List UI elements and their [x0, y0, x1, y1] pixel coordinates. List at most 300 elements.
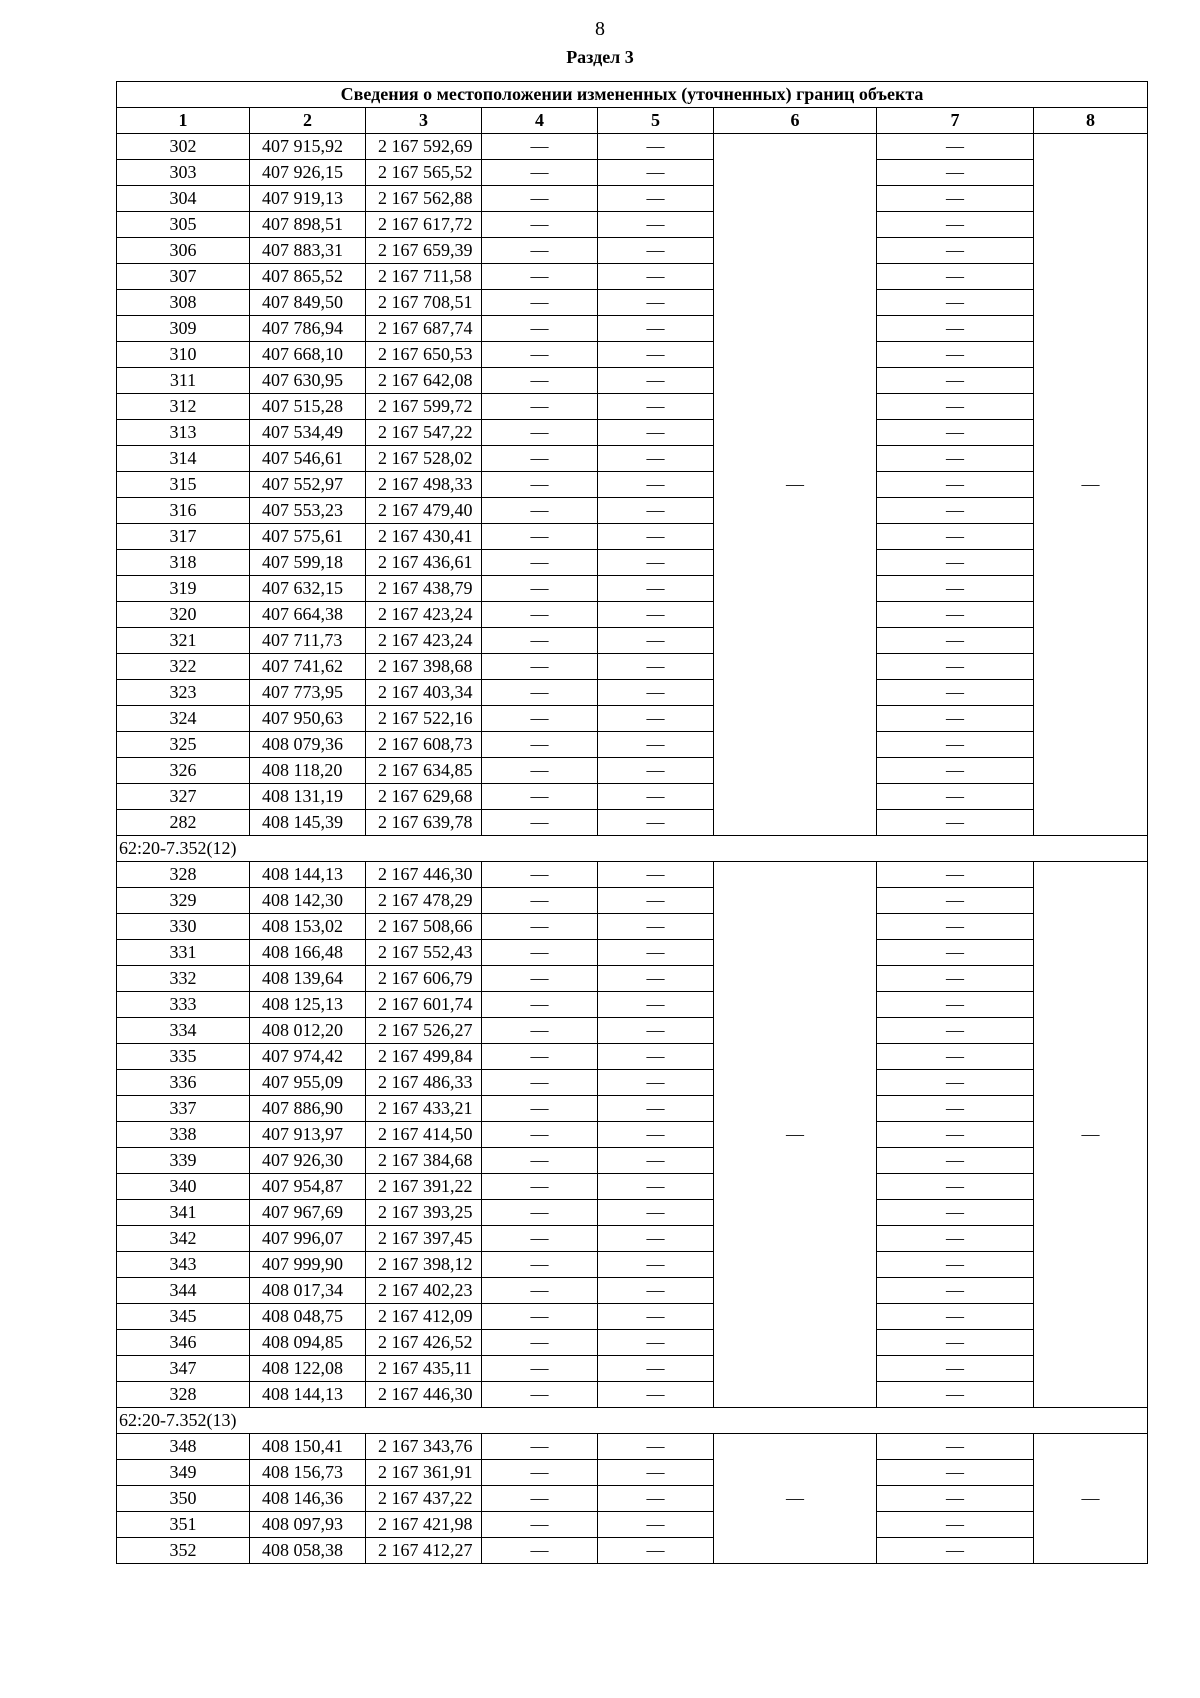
y-coordinate-cell: 2 167 592,69 [366, 134, 482, 160]
x-coordinate-cell: 407 898,51 [250, 212, 366, 238]
group-label: 62:20-7.352(12) [117, 836, 1148, 862]
col4-cell: — [482, 706, 598, 732]
col5-cell: — [598, 602, 714, 628]
table-row [117, 1044, 1148, 1070]
col4-cell: — [482, 1330, 598, 1356]
y-coordinate-cell: 2 167 499,84 [366, 1044, 482, 1070]
x-coordinate-cell: 408 118,20 [250, 758, 366, 784]
col5-cell: — [598, 628, 714, 654]
table-row [117, 1018, 1148, 1044]
table-row [117, 1304, 1148, 1330]
point-number-cell: 347 [117, 1356, 250, 1382]
col4-cell: — [482, 1486, 598, 1512]
point-number-cell: 307 [117, 264, 250, 290]
x-coordinate-cell: 407 955,09 [250, 1070, 366, 1096]
col7-cell: — [877, 914, 1034, 940]
col4-cell: — [482, 134, 598, 160]
table-row [117, 212, 1148, 238]
point-number-cell: 326 [117, 758, 250, 784]
x-coordinate-cell: 407 919,13 [250, 186, 366, 212]
y-coordinate-cell: 2 167 436,61 [366, 550, 482, 576]
table-row [117, 498, 1148, 524]
col7-cell: — [877, 888, 1034, 914]
col5-cell: — [598, 264, 714, 290]
table-row [117, 1460, 1148, 1486]
column-header: 3 [366, 108, 482, 134]
col5-cell: — [598, 1044, 714, 1070]
table-row [117, 186, 1148, 212]
x-coordinate-cell: 407 546,61 [250, 446, 366, 472]
col7-cell: — [877, 680, 1034, 706]
col4-cell: — [482, 498, 598, 524]
x-coordinate-cell: 407 996,07 [250, 1226, 366, 1252]
x-coordinate-cell: 407 630,95 [250, 368, 366, 394]
col4-cell: — [482, 186, 598, 212]
col5-cell: — [598, 680, 714, 706]
y-coordinate-cell: 2 167 478,29 [366, 888, 482, 914]
column-header: 1 [117, 108, 250, 134]
col5-cell: — [598, 1148, 714, 1174]
table-row [117, 628, 1148, 654]
x-coordinate-cell: 407 974,42 [250, 1044, 366, 1070]
group-label: 62:20-7.352(13) [117, 1408, 1148, 1434]
col7-cell: — [877, 732, 1034, 758]
point-number-cell: 308 [117, 290, 250, 316]
table-row [117, 1226, 1148, 1252]
col4-cell: — [482, 862, 598, 888]
y-coordinate-cell: 2 167 601,74 [366, 992, 482, 1018]
table-row [117, 1200, 1148, 1226]
y-coordinate-cell: 2 167 659,39 [366, 238, 482, 264]
y-coordinate-cell: 2 167 397,45 [366, 1226, 482, 1252]
point-number-cell: 345 [117, 1304, 250, 1330]
y-coordinate-cell: 2 167 634,85 [366, 758, 482, 784]
col5-cell: — [598, 1122, 714, 1148]
x-coordinate-cell: 408 153,02 [250, 914, 366, 940]
col6-merged-cell: — [714, 134, 877, 836]
table-row [117, 1486, 1148, 1512]
point-number-cell: 336 [117, 1070, 250, 1096]
col5-cell: — [598, 1200, 714, 1226]
col5-cell: — [598, 472, 714, 498]
col5-cell: — [598, 1096, 714, 1122]
col4-cell: — [482, 524, 598, 550]
point-number-cell: 342 [117, 1226, 250, 1252]
x-coordinate-cell: 407 664,38 [250, 602, 366, 628]
col7-cell: — [877, 316, 1034, 342]
col4-cell: — [482, 628, 598, 654]
col4-cell: — [482, 420, 598, 446]
point-number-cell: 310 [117, 342, 250, 368]
table-row [117, 1330, 1148, 1356]
x-coordinate-cell: 407 926,30 [250, 1148, 366, 1174]
y-coordinate-cell: 2 167 639,78 [366, 810, 482, 836]
col4-cell: — [482, 680, 598, 706]
point-number-cell: 346 [117, 1330, 250, 1356]
table-row [117, 992, 1148, 1018]
x-coordinate-cell: 408 017,34 [250, 1278, 366, 1304]
table-row [117, 420, 1148, 446]
point-number-cell: 304 [117, 186, 250, 212]
coordinates-table [116, 81, 1148, 1564]
point-number-cell: 349 [117, 1460, 250, 1486]
x-coordinate-cell: 408 122,08 [250, 1356, 366, 1382]
x-coordinate-cell: 407 668,10 [250, 342, 366, 368]
x-coordinate-cell: 407 967,69 [250, 1200, 366, 1226]
y-coordinate-cell: 2 167 384,68 [366, 1148, 482, 1174]
table-row [117, 1122, 1148, 1148]
col5-cell: — [598, 342, 714, 368]
x-coordinate-cell: 407 849,50 [250, 290, 366, 316]
point-number-cell: 302 [117, 134, 250, 160]
x-coordinate-cell: 407 786,94 [250, 316, 366, 342]
table-row [117, 134, 1148, 160]
x-coordinate-cell: 408 150,41 [250, 1434, 366, 1460]
table-row [117, 1278, 1148, 1304]
col8-merged-cell: — [1034, 134, 1148, 836]
col5-cell: — [598, 446, 714, 472]
col7-cell: — [877, 1460, 1034, 1486]
point-number-cell: 328 [117, 862, 250, 888]
header-row [117, 108, 1148, 134]
y-coordinate-cell: 2 167 617,72 [366, 212, 482, 238]
col7-cell: — [877, 1226, 1034, 1252]
col4-cell: — [482, 888, 598, 914]
col5-cell: — [598, 420, 714, 446]
col5-cell: — [598, 1486, 714, 1512]
table-row [117, 446, 1148, 472]
col5-cell: — [598, 394, 714, 420]
col7-cell: — [877, 1434, 1034, 1460]
col5-cell: — [598, 1174, 714, 1200]
table-row [117, 888, 1148, 914]
x-coordinate-cell: 407 886,90 [250, 1096, 366, 1122]
col5-cell: — [598, 862, 714, 888]
y-coordinate-cell: 2 167 391,22 [366, 1174, 482, 1200]
point-number-cell: 352 [117, 1538, 250, 1564]
col5-cell: — [598, 966, 714, 992]
y-coordinate-cell: 2 167 423,24 [366, 628, 482, 654]
col7-cell: — [877, 654, 1034, 680]
x-coordinate-cell: 408 166,48 [250, 940, 366, 966]
col7-cell: — [877, 368, 1034, 394]
col4-cell: — [482, 1512, 598, 1538]
col7-cell: — [877, 446, 1034, 472]
col4-cell: — [482, 1278, 598, 1304]
table-row [117, 576, 1148, 602]
col4-cell: — [482, 550, 598, 576]
col7-cell: — [877, 1200, 1034, 1226]
y-coordinate-cell: 2 167 528,02 [366, 446, 482, 472]
point-number-cell: 331 [117, 940, 250, 966]
col7-cell: — [877, 862, 1034, 888]
col4-cell: — [482, 1174, 598, 1200]
point-number-cell: 344 [117, 1278, 250, 1304]
point-number-cell: 322 [117, 654, 250, 680]
point-number-cell: 351 [117, 1512, 250, 1538]
col5-cell: — [598, 368, 714, 394]
col5-cell: — [598, 576, 714, 602]
col4-cell: — [482, 1018, 598, 1044]
x-coordinate-cell: 408 048,75 [250, 1304, 366, 1330]
col4-cell: — [482, 732, 598, 758]
col5-cell: — [598, 550, 714, 576]
y-coordinate-cell: 2 167 414,50 [366, 1122, 482, 1148]
col5-cell: — [598, 1278, 714, 1304]
table-row [117, 680, 1148, 706]
col8-merged-cell: — [1034, 862, 1148, 1408]
table-row [117, 706, 1148, 732]
col7-cell: — [877, 1382, 1034, 1408]
col4-cell: — [482, 940, 598, 966]
col7-cell: — [877, 420, 1034, 446]
col7-cell: — [877, 628, 1034, 654]
table-row [117, 914, 1148, 940]
x-coordinate-cell: 408 079,36 [250, 732, 366, 758]
col5-cell: — [598, 160, 714, 186]
table-row [117, 238, 1148, 264]
col5-cell: — [598, 888, 714, 914]
x-coordinate-cell: 407 599,18 [250, 550, 366, 576]
x-coordinate-cell: 408 139,64 [250, 966, 366, 992]
column-header: 5 [598, 108, 714, 134]
col4-cell: — [482, 368, 598, 394]
y-coordinate-cell: 2 167 629,68 [366, 784, 482, 810]
y-coordinate-cell: 2 167 642,08 [366, 368, 482, 394]
col7-cell: — [877, 134, 1034, 160]
col4-cell: — [482, 1382, 598, 1408]
y-coordinate-cell: 2 167 403,34 [366, 680, 482, 706]
point-number-cell: 315 [117, 472, 250, 498]
col7-cell: — [877, 1252, 1034, 1278]
x-coordinate-cell: 408 142,30 [250, 888, 366, 914]
point-number-cell: 318 [117, 550, 250, 576]
table-row [117, 1512, 1148, 1538]
point-number-cell: 321 [117, 628, 250, 654]
col7-cell: — [877, 212, 1034, 238]
x-coordinate-cell: 407 999,90 [250, 1252, 366, 1278]
point-number-cell: 338 [117, 1122, 250, 1148]
x-coordinate-cell: 408 012,20 [250, 1018, 366, 1044]
point-number-cell: 314 [117, 446, 250, 472]
y-coordinate-cell: 2 167 526,27 [366, 1018, 482, 1044]
table-row [117, 550, 1148, 576]
y-coordinate-cell: 2 167 562,88 [366, 186, 482, 212]
col4-cell: — [482, 394, 598, 420]
column-header: 8 [1034, 108, 1148, 134]
col4-cell: — [482, 1122, 598, 1148]
col5-cell: — [598, 1018, 714, 1044]
col7-cell: — [877, 498, 1034, 524]
table-row [117, 654, 1148, 680]
col5-cell: — [598, 498, 714, 524]
point-number-cell: 328 [117, 1382, 250, 1408]
x-coordinate-cell: 408 131,19 [250, 784, 366, 810]
col4-cell: — [482, 1252, 598, 1278]
col7-cell: — [877, 784, 1034, 810]
col4-cell: — [482, 576, 598, 602]
col4-cell: — [482, 212, 598, 238]
table-row [117, 394, 1148, 420]
group-label-row [117, 836, 1148, 862]
col5-cell: — [598, 914, 714, 940]
table-row [117, 1174, 1148, 1200]
col7-cell: — [877, 238, 1034, 264]
x-coordinate-cell: 407 575,61 [250, 524, 366, 550]
table-row [117, 758, 1148, 784]
table-row [117, 1070, 1148, 1096]
col7-cell: — [877, 992, 1034, 1018]
table-row [117, 966, 1148, 992]
col4-cell: — [482, 992, 598, 1018]
y-coordinate-cell: 2 167 446,30 [366, 862, 482, 888]
col7-cell: — [877, 342, 1034, 368]
col4-cell: — [482, 238, 598, 264]
y-coordinate-cell: 2 167 433,21 [366, 1096, 482, 1122]
x-coordinate-cell: 407 954,87 [250, 1174, 366, 1200]
table-row [117, 524, 1148, 550]
col7-cell: — [877, 1538, 1034, 1564]
x-coordinate-cell: 407 773,95 [250, 680, 366, 706]
y-coordinate-cell: 2 167 498,33 [366, 472, 482, 498]
col4-cell: — [482, 758, 598, 784]
point-number-cell: 348 [117, 1434, 250, 1460]
point-number-cell: 305 [117, 212, 250, 238]
table-row [117, 1096, 1148, 1122]
col6-merged-cell: — [714, 1434, 877, 1564]
y-coordinate-cell: 2 167 343,76 [366, 1434, 482, 1460]
point-number-cell: 323 [117, 680, 250, 706]
col7-cell: — [877, 264, 1034, 290]
point-number-cell: 343 [117, 1252, 250, 1278]
col5-cell: — [598, 706, 714, 732]
col5-cell: — [598, 1512, 714, 1538]
point-number-cell: 350 [117, 1486, 250, 1512]
col4-cell: — [482, 654, 598, 680]
col5-cell: — [598, 1252, 714, 1278]
col4-cell: — [482, 160, 598, 186]
table-row [117, 940, 1148, 966]
table-row [117, 472, 1148, 498]
table-row [117, 368, 1148, 394]
col7-cell: — [877, 160, 1034, 186]
table-row [117, 264, 1148, 290]
table-title: Сведения о местоположении измененных (уточненных) границ объекта [117, 82, 1148, 108]
col7-cell: — [877, 1512, 1034, 1538]
col4-cell: — [482, 1044, 598, 1070]
point-number-cell: 335 [117, 1044, 250, 1070]
point-number-cell: 327 [117, 784, 250, 810]
table-row [117, 862, 1148, 888]
col5-cell: — [598, 810, 714, 836]
y-coordinate-cell: 2 167 398,68 [366, 654, 482, 680]
point-number-cell: 339 [117, 1148, 250, 1174]
col7-cell: — [877, 524, 1034, 550]
table-row [117, 1382, 1148, 1408]
table-row [117, 1434, 1148, 1460]
col7-cell: — [877, 1122, 1034, 1148]
section-title: Раздел 3 [566, 47, 634, 67]
x-coordinate-cell: 408 145,39 [250, 810, 366, 836]
column-header: 4 [482, 108, 598, 134]
y-coordinate-cell: 2 167 423,24 [366, 602, 482, 628]
y-coordinate-cell: 2 167 393,25 [366, 1200, 482, 1226]
col5-cell: — [598, 1070, 714, 1096]
point-number-cell: 334 [117, 1018, 250, 1044]
col5-cell: — [598, 992, 714, 1018]
col4-cell: — [482, 914, 598, 940]
col5-cell: — [598, 134, 714, 160]
col6-merged-cell: — [714, 862, 877, 1408]
col4-cell: — [482, 472, 598, 498]
x-coordinate-cell: 407 913,97 [250, 1122, 366, 1148]
col7-cell: — [877, 1070, 1034, 1096]
col4-cell: — [482, 1434, 598, 1460]
col5-cell: — [598, 238, 714, 264]
y-coordinate-cell: 2 167 446,30 [366, 1382, 482, 1408]
col7-cell: — [877, 290, 1034, 316]
point-number-cell: 320 [117, 602, 250, 628]
table-row [117, 342, 1148, 368]
point-number-cell: 311 [117, 368, 250, 394]
col5-cell: — [598, 290, 714, 316]
col5-cell: — [598, 732, 714, 758]
table-row [117, 160, 1148, 186]
x-coordinate-cell: 407 883,31 [250, 238, 366, 264]
point-number-cell: 333 [117, 992, 250, 1018]
col7-cell: — [877, 1096, 1034, 1122]
col7-cell: — [877, 576, 1034, 602]
col5-cell: — [598, 784, 714, 810]
x-coordinate-cell: 407 915,92 [250, 134, 366, 160]
table-body [117, 134, 1148, 1564]
col5-cell: — [598, 1538, 714, 1564]
col7-cell: — [877, 1044, 1034, 1070]
table-row [117, 602, 1148, 628]
col7-cell: — [877, 1356, 1034, 1382]
point-number-cell: 319 [117, 576, 250, 602]
x-coordinate-cell: 407 950,63 [250, 706, 366, 732]
y-coordinate-cell: 2 167 412,27 [366, 1538, 482, 1564]
col4-cell: — [482, 1096, 598, 1122]
col4-cell: — [482, 1356, 598, 1382]
y-coordinate-cell: 2 167 426,52 [366, 1330, 482, 1356]
x-coordinate-cell: 408 094,85 [250, 1330, 366, 1356]
col5-cell: — [598, 316, 714, 342]
y-coordinate-cell: 2 167 711,58 [366, 264, 482, 290]
col4-cell: — [482, 784, 598, 810]
col7-cell: — [877, 472, 1034, 498]
col5-cell: — [598, 654, 714, 680]
y-coordinate-cell: 2 167 437,22 [366, 1486, 482, 1512]
col5-cell: — [598, 758, 714, 784]
col7-cell: — [877, 1486, 1034, 1512]
y-coordinate-cell: 2 167 421,98 [366, 1512, 482, 1538]
col7-cell: — [877, 1148, 1034, 1174]
table-row [117, 1252, 1148, 1278]
point-number-cell: 341 [117, 1200, 250, 1226]
x-coordinate-cell: 407 711,73 [250, 628, 366, 654]
col7-cell: — [877, 1018, 1034, 1044]
col7-cell: — [877, 602, 1034, 628]
col4-cell: — [482, 1148, 598, 1174]
x-coordinate-cell: 408 097,93 [250, 1512, 366, 1538]
table-row [117, 290, 1148, 316]
table-row [117, 1538, 1148, 1564]
x-coordinate-cell: 407 552,97 [250, 472, 366, 498]
col4-cell: — [482, 1460, 598, 1486]
column-header: 7 [877, 108, 1034, 134]
